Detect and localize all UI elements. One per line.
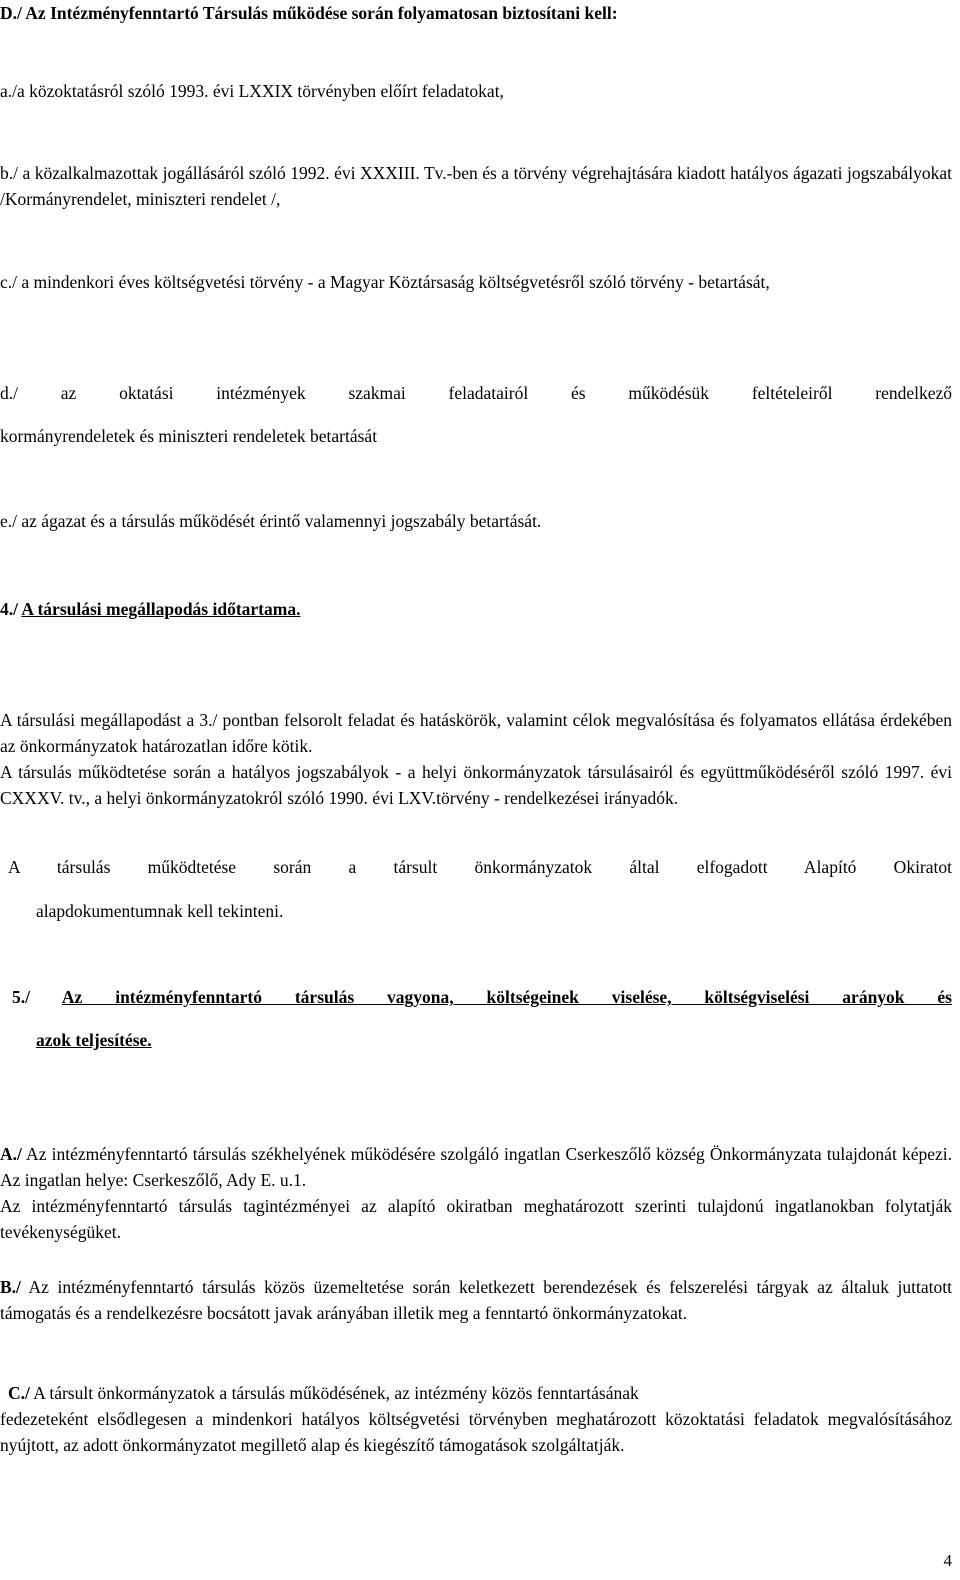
item-e: e./ az ágazat és a társulás működését érintő valamennyi jogszabály betartását. — [0, 511, 542, 531]
item-d-line2: kormányrendeletek és miniszteri rendeletek betartását — [0, 426, 378, 446]
paragraph-a-label: A./ — [0, 1144, 22, 1164]
paragraph-c-line1-text: A társult önkormányzatok a társulás működésének, az intézmény közös fenntartásának — [29, 1383, 639, 1403]
section5-heading-line2 — [36, 1027, 952, 1053]
paragraph-a-text: Az intézményfenntartó társulás székhelyének működésére szolgáló ingatlan Cserkeszőlő község Önkormányzata tulajdonát képezi. Az ingatlan helye: Cserkeszőlő, Ady E. u.1. — [0, 1144, 952, 1190]
section4-heading — [0, 596, 952, 622]
paragraph-c-label: C./ — [8, 1383, 30, 1403]
section4-p1: A társulási megállapodást a 3./ pontban felsorolt feladat és hatáskörök, valamint célok megvalósítása és folyamatos ellátása érdekében az önkormányzatok határozatlan időre kötik. — [0, 710, 952, 756]
section4-p2: A társulás működtetése során a hatályos jogszabályok - a helyi önkormányzatok társulásairól és együttműködéséről szóló 1997. évi CXXXV. tv., a helyi önkormányzatokról szóló 1990. évi LXV.törvény - rendelkezései irányadók. — [0, 762, 952, 808]
paragraph-b-text: Az intézményfenntartó társulás közös üzemeltetése során keletkezett berendezések és felszerelési tárgyak az általuk juttatott támogatás és a rendelkezésre bocsátott javak arányában illetik meg a fenntartó önkormányzatokat. — [0, 1277, 952, 1323]
page-number: 4 — [943, 1551, 952, 1570]
paragraph-a — [0, 1141, 952, 1193]
section4-num: 4./ — [0, 599, 18, 619]
section-d-heading: D./ Az Intézményfenntartó Társulás működése során folyamatosan biztosítani kell: — [0, 3, 618, 23]
paragraph-b-label: B./ — [0, 1277, 21, 1297]
item-b: b./ a közalkalmazottak jogállásáról szóló 1992. évi XXXIII. Tv.-ben és a törvény végrehajtására kiadott hatályos ágazati jogszabályokat /Kormányrendelet, miniszteri rendelet /, — [0, 163, 952, 209]
section5-title-line1: Az intézményfenntartó társulás vagyona, költségeinek viselése, költségviselési arányok és — [61, 987, 952, 1007]
paragraph-b — [0, 1274, 952, 1326]
item-a: a./a közoktatásról szóló 1993. évi LXXIX törvényben előírt feladatokat, — [0, 81, 504, 101]
section4-p3-line1: A társulás működtetése során a társult önkormányzatok által elfogadott Alapító Okiratot — [8, 857, 952, 877]
section4-p3-line2: alapdokumentumnak kell tekinteni. — [36, 901, 284, 921]
paragraph-c-text: fedezeteként elsődlegesen a mindenkori hatályos költségvetési törvényben meghatározott közoktatási feladatok megvalósításához nyújtott, az adott önkormányzatot megillető alap és kiegészítő támogatások szolgáltatják. — [0, 1409, 952, 1455]
section5-heading-line1 — [12, 984, 952, 1010]
paragraph-c-line1 — [8, 1380, 952, 1406]
section5-title-line2: azok teljesítése. — [36, 1030, 152, 1050]
section4-title: A társulási megállapodás időtartama. — [21, 599, 301, 619]
paragraph-a-text2: Az intézményfenntartó társulás tagintézményei az alapító okiratban meghatározott szerinti tulajdonú ingatlanokban folytatják tevékenységüket. — [0, 1196, 952, 1242]
section5-num: 5./ — [12, 987, 30, 1007]
item-c: c./ a mindenkori éves költségvetési törvény - a Magyar Köztársaság költségvetésről szóló törvény - betartását, — [0, 272, 770, 292]
item-d-line1: d./ az oktatási intézmények szakmai feladatairól és működésük feltételeiről rendelkező — [0, 383, 952, 403]
